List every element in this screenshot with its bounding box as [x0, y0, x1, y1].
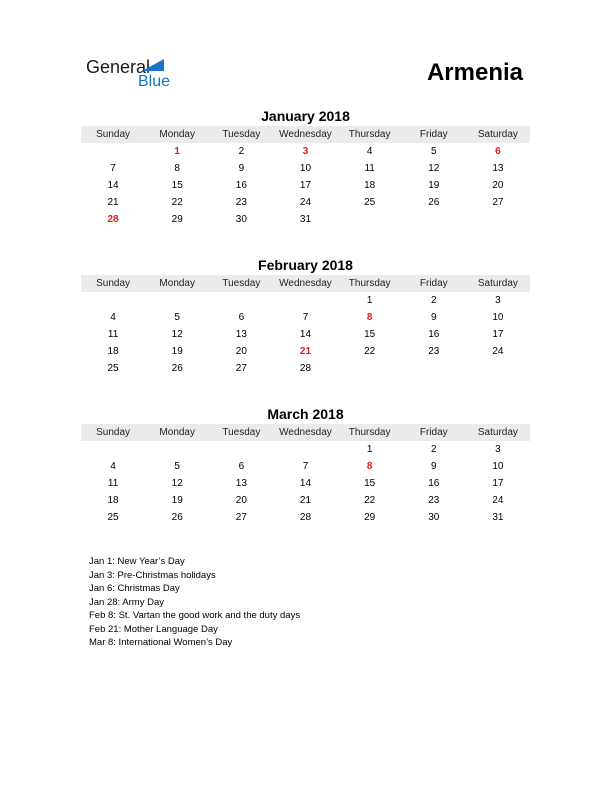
date-cell: 1 — [366, 295, 373, 306]
date-cell: 27 — [235, 363, 247, 374]
weekday-label: Thursday — [348, 278, 391, 289]
date-cell: 12 — [428, 163, 440, 174]
date-cell: 14 — [299, 329, 312, 340]
date-cell: 13 — [492, 163, 504, 174]
week-row — [81, 458, 530, 475]
date-cell: 3 — [495, 295, 501, 306]
date-cell: 5 — [174, 312, 180, 323]
date-cell: 26 — [171, 512, 183, 523]
month-title: February 2018 — [258, 257, 353, 273]
date-cell: 28 — [299, 363, 312, 374]
date-cell: 15 — [364, 478, 376, 489]
date-cell: 24 — [492, 495, 504, 506]
date-cell: 2 — [430, 444, 437, 455]
date-cell — [81, 143, 145, 160]
date-cell: 19 — [171, 346, 183, 357]
date-cell: 23 — [428, 495, 440, 506]
date-cell: 11 — [107, 329, 119, 340]
date-cell: 19 — [171, 495, 183, 506]
date-cell: 20 — [492, 180, 504, 191]
date-cell: 4 — [110, 312, 116, 323]
date-cell: 22 — [171, 197, 183, 208]
week-row — [81, 177, 530, 194]
month-calendar-january — [81, 107, 530, 228]
date-cell — [402, 360, 466, 377]
date-cell — [145, 292, 209, 309]
weekday-label: Sunday — [96, 129, 131, 140]
date-cell: 10 — [492, 461, 504, 472]
date-cell — [338, 360, 402, 377]
week-row — [81, 492, 530, 509]
holiday-list — [89, 555, 300, 650]
week-row — [81, 509, 530, 526]
date-cell — [145, 441, 209, 458]
date-cell: 17 — [299, 180, 312, 191]
country-title: Armenia — [426, 59, 523, 86]
week-row — [81, 475, 530, 492]
week-row — [81, 211, 530, 228]
weekday-label: Friday — [419, 278, 448, 289]
weekday-header — [81, 126, 530, 143]
weekday-label: Saturday — [477, 427, 518, 438]
holiday-date-cell: 8 — [366, 312, 373, 323]
date-cell: 15 — [364, 329, 376, 340]
date-cell: 11 — [107, 478, 119, 489]
date-cell — [466, 211, 530, 228]
date-cell: 25 — [107, 363, 119, 374]
date-cell — [273, 441, 337, 458]
date-cell: 22 — [364, 495, 376, 506]
date-cell: 10 — [492, 312, 504, 323]
date-cell: 12 — [171, 329, 183, 340]
date-cell: 21 — [299, 495, 312, 506]
holiday-list-item: Jan 6: Christmas Day — [89, 583, 180, 594]
date-cell: 20 — [235, 495, 247, 506]
date-cell: 29 — [171, 214, 183, 225]
weekday-label: Wednesday — [279, 427, 332, 438]
weekday-label: Tuesday — [222, 129, 261, 140]
date-cell: 6 — [238, 461, 245, 472]
date-cell: 21 — [107, 197, 119, 208]
generalblue-logo — [86, 56, 196, 92]
date-cell: 29 — [364, 512, 376, 523]
date-cell: 5 — [430, 146, 437, 157]
date-cell: 23 — [235, 197, 247, 208]
date-cell: 23 — [428, 346, 440, 357]
date-cell: 14 — [299, 478, 312, 489]
week-row — [81, 360, 530, 377]
date-cell: 24 — [299, 197, 312, 208]
weekday-label: Monday — [159, 129, 195, 140]
date-cell: 2 — [238, 146, 245, 157]
date-cell — [209, 441, 273, 458]
date-cell: 8 — [174, 163, 180, 174]
holiday-date-cell: 21 — [299, 346, 312, 357]
date-cell: 24 — [492, 346, 504, 357]
weekday-label: Saturday — [477, 129, 518, 140]
weekday-label: Friday — [419, 427, 448, 438]
logo-word-blue: Blue — [138, 73, 171, 90]
date-cell — [273, 292, 337, 309]
date-cell: 31 — [492, 512, 504, 523]
date-cell: 20 — [235, 346, 247, 357]
date-cell: 17 — [492, 329, 504, 340]
logo-triangle-icon — [142, 59, 164, 71]
holiday-date-cell: 3 — [302, 146, 309, 157]
date-cell: 7 — [110, 163, 116, 174]
date-cell: 3 — [495, 444, 501, 455]
month-title: January 2018 — [261, 108, 350, 124]
date-cell: 4 — [366, 146, 373, 157]
date-cell: 30 — [428, 512, 440, 523]
week-row — [81, 441, 530, 458]
week-row — [81, 160, 530, 177]
date-cell: 12 — [171, 478, 183, 489]
weekday-label: Thursday — [348, 427, 391, 438]
date-cell: 26 — [171, 363, 183, 374]
date-cell — [81, 441, 145, 458]
date-cell: 6 — [238, 312, 245, 323]
date-cell: 31 — [299, 214, 312, 225]
date-cell — [209, 292, 273, 309]
date-cell — [338, 211, 402, 228]
date-cell: 9 — [430, 461, 437, 472]
date-cell: 15 — [171, 180, 183, 191]
date-cell — [402, 211, 466, 228]
weekday-label: Monday — [159, 427, 195, 438]
holiday-date-cell: 28 — [107, 214, 119, 225]
holiday-list-item: Mar 8: International Women’s Day — [89, 637, 233, 648]
date-cell: 28 — [299, 512, 312, 523]
date-cell: 18 — [107, 495, 119, 506]
date-cell: 30 — [235, 214, 247, 225]
week-row — [81, 326, 530, 343]
date-cell — [81, 292, 145, 309]
date-cell: 27 — [235, 512, 247, 523]
date-cell: 4 — [110, 461, 116, 472]
date-cell: 16 — [428, 478, 440, 489]
month-title: March 2018 — [267, 406, 344, 422]
date-cell: 5 — [174, 461, 180, 472]
weekday-label: Friday — [419, 129, 448, 140]
date-cell: 2 — [430, 295, 437, 306]
date-cell: 25 — [364, 197, 376, 208]
holiday-date-cell: 8 — [366, 461, 373, 472]
weekday-label: Saturday — [477, 278, 518, 289]
holiday-date-cell: 1 — [174, 146, 180, 157]
date-cell: 19 — [428, 180, 440, 191]
date-cell: 7 — [302, 312, 309, 323]
holiday-list-item: Jan 28: Army Day — [89, 596, 164, 608]
date-cell: 9 — [238, 163, 245, 174]
date-cell: 26 — [428, 197, 440, 208]
date-cell: 7 — [302, 461, 309, 472]
weekday-header — [81, 424, 530, 441]
weekday-label: Tuesday — [222, 427, 261, 438]
weekday-label: Wednesday — [279, 278, 332, 289]
date-cell: 16 — [235, 180, 247, 191]
week-row — [81, 143, 530, 160]
date-cell: 1 — [366, 444, 373, 455]
weekday-label: Tuesday — [222, 278, 261, 289]
week-row — [81, 343, 530, 360]
date-cell: 25 — [107, 512, 119, 523]
weekday-label: Thursday — [348, 129, 391, 140]
holiday-list-item: Feb 8: St. Vartan the good work and the duty days — [89, 610, 301, 621]
holiday-list-item: Jan 1: New Year’s Day — [89, 556, 185, 567]
weekday-label: Sunday — [96, 278, 131, 289]
weekday-label: Wednesday — [279, 129, 332, 140]
holiday-list-item: Jan 3: Pre-Christmas holidays — [89, 569, 216, 581]
date-cell: 13 — [235, 478, 247, 489]
date-cell: 18 — [107, 346, 119, 357]
date-cell: 11 — [364, 163, 375, 174]
holiday-date-cell: 6 — [495, 146, 501, 157]
date-cell: 17 — [492, 478, 504, 489]
weekday-header — [81, 275, 530, 292]
week-row — [81, 292, 530, 309]
date-cell: 22 — [364, 346, 376, 357]
weekday-label: Sunday — [96, 427, 131, 438]
date-cell: 9 — [430, 312, 437, 323]
week-row — [81, 309, 530, 326]
week-row — [81, 194, 530, 211]
date-cell: 14 — [107, 180, 119, 191]
logo-word-general: General — [86, 57, 151, 77]
date-cell: 16 — [428, 329, 440, 340]
month-calendar-march — [81, 405, 530, 526]
date-cell: 27 — [492, 197, 504, 208]
date-cell: 18 — [364, 180, 376, 191]
date-cell — [466, 360, 530, 377]
date-cell: 10 — [299, 163, 312, 174]
holiday-list-item: Feb 21: Mother Language Day — [89, 623, 218, 635]
month-calendar-february — [81, 256, 530, 377]
date-cell: 13 — [235, 329, 247, 340]
weekday-label: Monday — [159, 278, 195, 289]
